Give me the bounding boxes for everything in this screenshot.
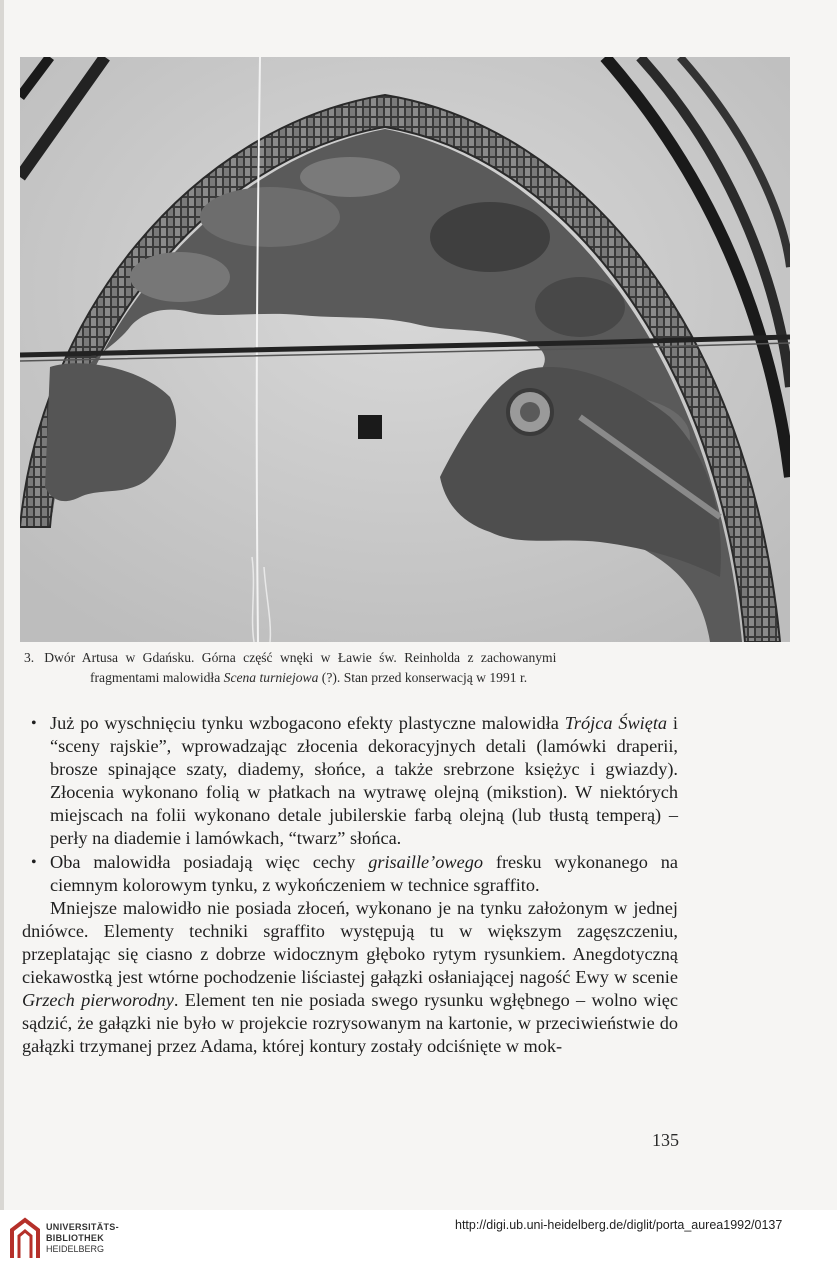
paragraph-smaller-painting: Mniejsze malowidło nie posiada złoceń, wykonano je na tynku założonym w jednej dniówce. Elementy techniki sgraffito występują tu w większym zagęszczeniu, przeplatając się ciasno z dobrze widocznym głęboko rytym rysunkiem. Anegdotyczną ciekawostką jest wtórne pochodzenie liściastej gałązki osłaniającej nagość Ewy w scenie Grzech pierworodny. Element ten nie posiada swego rysunku wgłębnego – wolno więc sądzić, że gałązki nie było w projekcie rozrysowanym na kartonie, w przeciwieństwie do gałązki trzymanej przez Adama, której kontury zostały odciśnięte w mok- <box>22 897 678 1057</box>
page-edge <box>0 0 4 1210</box>
body-text <box>22 712 678 1058</box>
source-url-link[interactable]: http://digi.ub.uni-heidelberg.de/diglit/porta_aurea1992/0137 <box>455 1218 783 1232</box>
paragraph-grisaille: • Oba malowidła posiadają więc cechy grisaille’owego fresku wykonanego na ciemnym kolorowym tynku, z wykończeniem w technice sgraffito. <box>31 851 678 895</box>
bullet-icon: • <box>31 853 37 871</box>
fresco-photograph <box>20 57 790 642</box>
figure-number: 3. <box>24 650 35 665</box>
library-logo-icon <box>8 1216 42 1262</box>
figure-caption <box>20 648 700 688</box>
paragraph-gilding: • Już po wyschnięciu tynku wzbogacono efekty plastyczne malowidła Trójca Święta i “sceny rajskie”, wprowadzając złocenia dekoracyjnych detali (lamówki draperii, brosze spinające szaty, diademy, słońce, a także srebrzone księżyc i gwiazdy). Złocenia wykonano folią w płatkach na wytrawę olejną (mikstion). W niektórych miejscach na folii wykonano detale jubilerskie farbą olejną (lub tłustą temperą) – perły na diademie i lamówkach, “twarz” słońca. <box>31 713 678 849</box>
caption-title: Scena turniejowa <box>223 670 319 685</box>
library-name: UNIVERSITÄTS- BIBLIOTHEK HEIDELBERG <box>46 1222 119 1254</box>
page-number: 135 <box>652 1130 679 1150</box>
caption-line-1: 3. Dwór Artusa w Gdańsku. Górna część wnęki w Ławie św. Reinholda z zachowanymi <box>24 650 557 665</box>
caption-line-2: fragmentami malowidła Scena turniejowa (?). Stan przed konserwacją w 1991 r. <box>90 670 528 685</box>
bullet-icon: • <box>31 715 37 732</box>
